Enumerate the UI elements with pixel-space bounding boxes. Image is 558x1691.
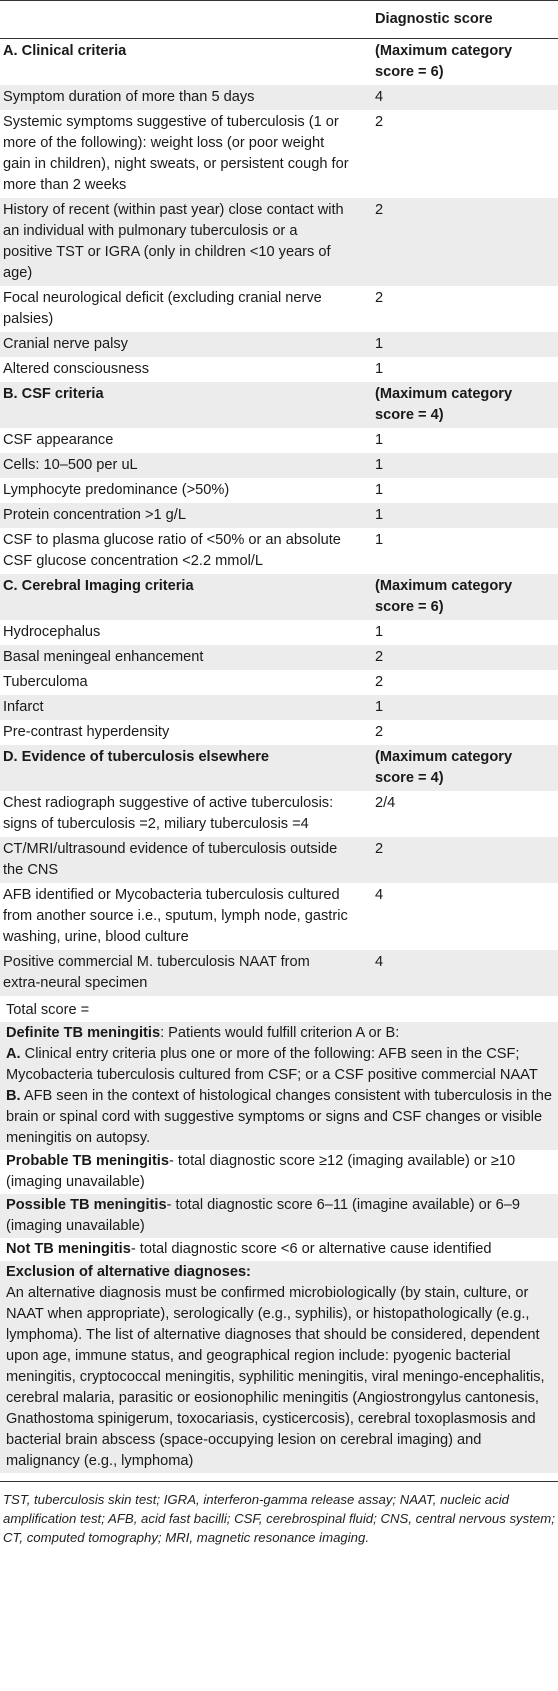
criterion-score: 2/4 — [375, 795, 396, 811]
definite-b-label: B. — [6, 1088, 21, 1104]
criterion-text: CT/MRI/ultrasound evidence of tuberculosis outside the CNS — [0, 837, 356, 883]
section-max-score: (Maximum category score = 6) — [375, 43, 513, 80]
criterion-score: 1 — [375, 482, 384, 498]
criterion-text: Lymphocyte predominance (>50%) — [3, 482, 230, 498]
criterion-score: 4 — [356, 950, 558, 996]
criterion-row — [0, 428, 558, 453]
section-header-row — [0, 382, 558, 428]
criterion-row — [0, 720, 558, 745]
header-diagnostic-score: Diagnostic score — [356, 1, 558, 39]
criterion-row — [0, 286, 558, 332]
criterion-score: 4 — [356, 85, 558, 110]
criterion-score: 1 — [375, 361, 384, 377]
section-title: B. CSF criteria — [0, 382, 356, 428]
criterion-text: Chest radiograph suggestive of active tuberculosis: signs of tuberculosis =2, miliary tuberculosis =4 — [3, 795, 334, 832]
not-tb-meningitis — [0, 1238, 558, 1261]
criterion-score: 1 — [356, 332, 558, 357]
total-score-label: Total score = — [6, 1002, 90, 1018]
criterion-text: Altered consciousness — [3, 361, 150, 377]
criterion-row — [0, 620, 558, 645]
criterion-score: 1 — [356, 503, 558, 528]
section-max-score: (Maximum category score = 4) — [356, 745, 558, 791]
criterion-row — [0, 883, 558, 950]
criterion-row — [0, 695, 558, 720]
definite-text: : Patients would fulfill criterion A or B: — [160, 1025, 400, 1041]
criterion-row — [0, 110, 558, 198]
criterion-row — [0, 198, 558, 286]
probable-tb-meningitis — [0, 1150, 558, 1194]
criterion-text: Symptom duration of more than 5 days — [0, 85, 356, 110]
criterion-row — [0, 791, 558, 837]
criterion-text: Cranial nerve palsy — [0, 332, 356, 357]
possible-tb-meningitis-text: - total diagnostic score 6–11 (imagine available) or 6–9 (imaging unavailable) — [6, 1197, 520, 1234]
criterion-row — [0, 837, 558, 883]
header-criteria — [0, 1, 356, 39]
criterion-text: Systemic symptoms suggestive of tuberculosis (1 or more of the following): weight loss (or poor weight gain in children), night sweats, or persistent cough for more than 2 weeks — [3, 114, 349, 193]
definite-b-text: AFB seen in the context of histological changes consistent with tuberculosis in the brain or spinal cord with suggestive symptoms or signs and CSF changes or visible meningitis on autopsy. — [6, 1088, 552, 1146]
criterion-text: Infarct — [0, 695, 356, 720]
criterion-score: 1 — [375, 432, 384, 448]
possible-tb-meningitis — [0, 1194, 558, 1238]
exclusion-of-alternative-diagnoses — [0, 1261, 558, 1473]
criterion-score: 2 — [356, 645, 558, 670]
probable-tb-meningitis-head: Probable TB meningitis — [6, 1153, 169, 1169]
possible-tb-meningitis-row — [0, 1194, 558, 1238]
criterion-text: Tuberculoma — [3, 674, 88, 690]
criterion-score: 1 — [356, 695, 558, 720]
not-tb-meningitis-head: Not TB meningitis — [6, 1241, 131, 1257]
criterion-score: 2 — [375, 724, 384, 740]
section-max-score: (Maximum category score = 6) — [356, 574, 558, 620]
criterion-score: 1 — [375, 624, 384, 640]
criterion-text: Positive commercial M. tuberculosis NAAT from extra-neural specimen — [0, 950, 356, 996]
criterion-row — [0, 453, 558, 478]
section-header-row — [0, 39, 558, 86]
criterion-text: Focal neurological deficit (excluding cranial nerve palsies) — [3, 290, 322, 327]
criterion-text: Protein concentration >1 g/L — [0, 503, 356, 528]
definite-a-label: A. — [6, 1046, 21, 1062]
criterion-score: 2 — [356, 837, 558, 883]
criterion-row — [0, 503, 558, 528]
criterion-text: Basal meningeal enhancement — [0, 645, 356, 670]
definite-row — [0, 1022, 558, 1150]
criterion-row — [0, 645, 558, 670]
criterion-score: 1 — [356, 453, 558, 478]
definite-a-text: Clinical entry criteria plus one or more of the following: AFB seen in the CSF; Mycobacteria tuberculosis cultured from CSF; or a CSF positive commercial NAAT — [6, 1046, 538, 1083]
table-body — [0, 39, 558, 1474]
section-header-row — [0, 574, 558, 620]
criterion-score: 2 — [375, 290, 384, 306]
section-title: C. Cerebral Imaging criteria — [0, 574, 356, 620]
not-tb-meningitis-text: - total diagnostic score <6 or alternative cause identified — [130, 1241, 492, 1257]
exclusion-row — [0, 1261, 558, 1473]
criterion-text: Cells: 10–500 per uL — [0, 453, 356, 478]
probable-tb-meningitis-row — [0, 1150, 558, 1194]
criterion-text: Pre-contrast hyperdensity — [3, 724, 170, 740]
section-title: A. Clinical criteria — [3, 43, 127, 59]
criterion-score: 2 — [356, 198, 558, 286]
total-score-row — [0, 996, 558, 1022]
criterion-text: AFB identified or Mycobacteria tuberculosis cultured from another source i.e., sputum, lymph node, gastric washing, urine, blood culture — [3, 887, 348, 945]
criterion-row — [0, 332, 558, 357]
not-tb-meningitis-row — [0, 1238, 558, 1261]
section-title: D. Evidence of tuberculosis elsewhere — [0, 745, 356, 791]
exclusion-head: Exclusion of alternative diagnoses: — [6, 1264, 251, 1280]
criterion-score: 1 — [375, 532, 384, 548]
probable-tb-meningitis-text: - total diagnostic score ≥12 (imaging available) or ≥10 (imaging unavailable) — [6, 1153, 516, 1190]
possible-tb-meningitis-head: Possible TB meningitis — [6, 1197, 167, 1213]
table-footnote: TST, tuberculosis skin test; IGRA, interferon-gamma release assay; NAAT, nucleic acid amplification test; AFB, acid fast bacilli; CSF, cerebrospinal fluid; CNS, central nervous system; CT, computed tomography; MRI, magnetic resonance imaging. — [0, 1481, 558, 1547]
section-max-score: (Maximum category score = 4) — [356, 382, 558, 428]
definite-tb-meningitis — [0, 1022, 558, 1150]
criterion-text: History of recent (within past year) close contact with an individual with pulmonary tuberculosis or a positive TST or IGRA (only in children <10 years of age) — [0, 198, 356, 286]
criterion-row — [0, 528, 558, 574]
criterion-row — [0, 85, 558, 110]
criterion-text: CSF appearance — [3, 432, 114, 448]
criterion-row — [0, 478, 558, 503]
criterion-row — [0, 950, 558, 996]
criterion-row — [0, 357, 558, 382]
exclusion-text: An alternative diagnosis must be confirmed microbiologically (by stain, culture, or NAAT when appropriate), serologically (e.g., syphilis), or histopathologically (e.g., lymphoma). The list of alternative diagnoses that should be considered, dependent upon age, immune status, and geographical region include: pyogenic bacterial meningitis, cryptococcal meningitis, syphilitic meningitis, viral meningo-encephalitis, cerebral malaria, parasitic or eosionophilic meningitis (Angiostrongylus cantonesis, Gnathostoma spinigerum, toxocariasis, cysticercosis), cerebral toxoplasmosis and bacterial brain abscess (space-occupying lesion on cerebral imaging) and malignancy (e.g., lymphoma) — [6, 1285, 545, 1469]
criterion-score: 2 — [375, 114, 384, 130]
criterion-text: CSF to plasma glucose ratio of <50% or an absolute CSF glucose concentration <2.2 mmol/L — [3, 532, 341, 569]
criterion-score: 4 — [375, 887, 384, 903]
criterion-row — [0, 670, 558, 695]
table-header-row — [0, 1, 558, 39]
section-header-row — [0, 745, 558, 791]
criterion-score: 2 — [375, 674, 384, 690]
definite-head: Definite TB meningitis — [6, 1025, 161, 1041]
criterion-text: Hydrocephalus — [3, 624, 101, 640]
